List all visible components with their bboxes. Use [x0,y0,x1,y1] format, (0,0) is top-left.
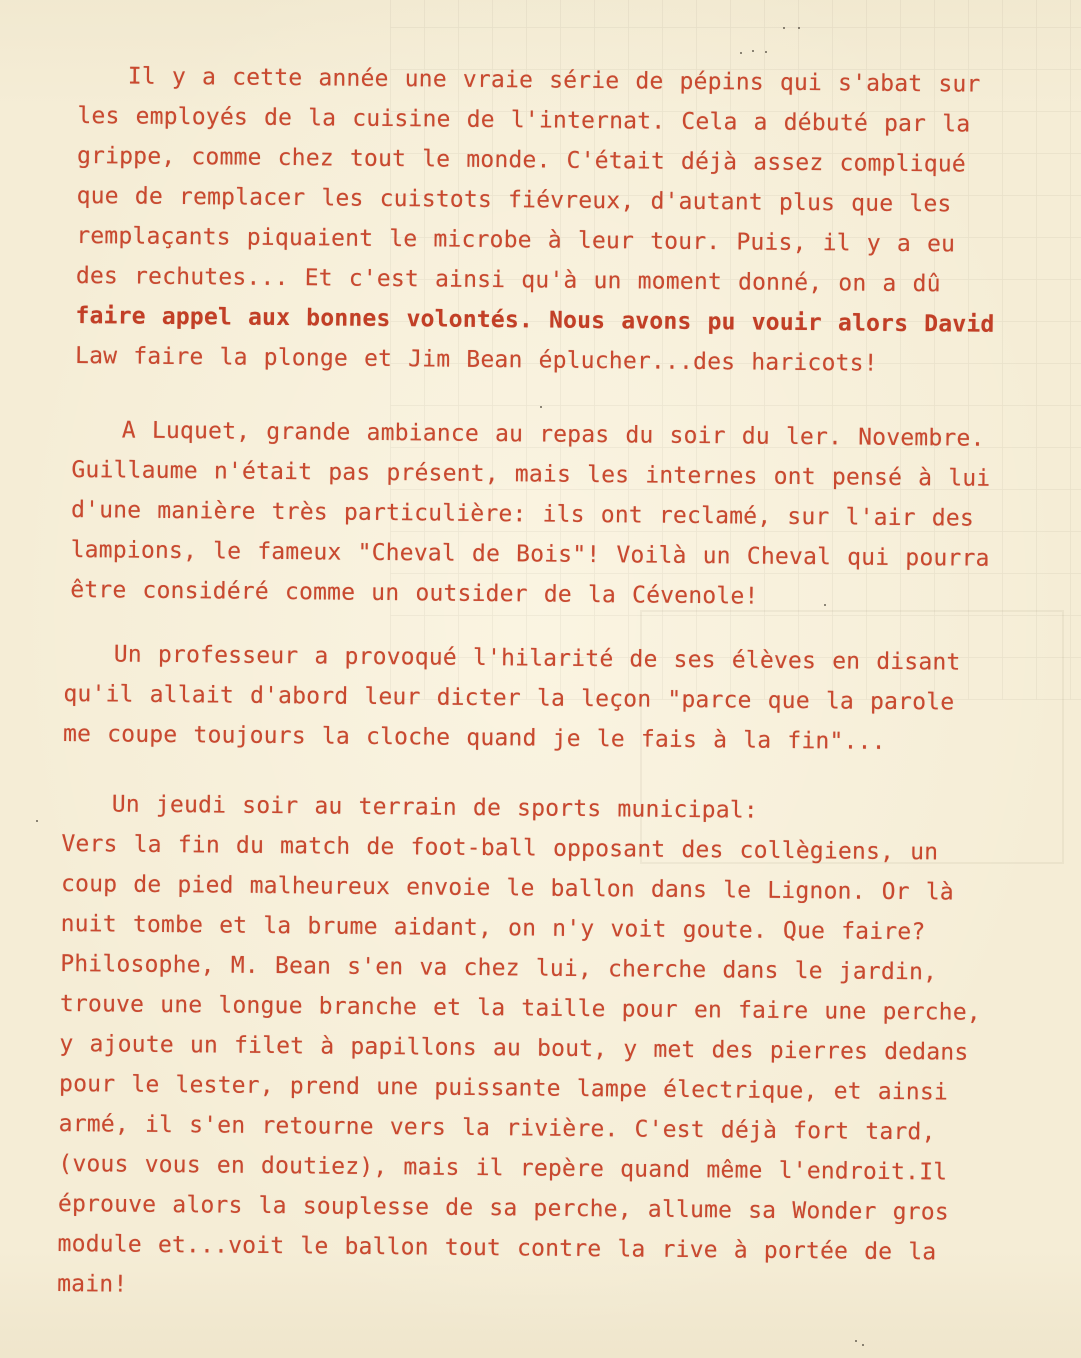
text-line: les employés de la cuisine de l'internat. Cela a débuté par la [77,102,971,138]
text-line: main! [57,1270,128,1298]
text-line: me coupe toujours la cloche quand je le fais à la fin"... [62,720,886,755]
text-line: pour le lester, prend une puissante lampe électrique, et ainsi [58,1070,949,1106]
text-line: des rechutes... Et c'est ainsi qu'à un moment donné, on a dû [75,262,941,298]
dust-speck [824,604,826,606]
dust-speck [855,1340,857,1342]
text-line: lampions, le fameux "Cheval de Bois"! Voilà un Cheval qui pourra [70,536,990,572]
text-line: remplaçants piquaient le microbe à leur tour. Puis, il y a eu [76,222,956,258]
text-line: trouve une longue branche et la taille pour en faire une perche, [59,990,982,1026]
text-line: Il y a cette année une vraie série de pépins qui s'abat sur [127,63,981,98]
dust-speck [765,51,767,53]
text-line: d'une manière très particulière: ils ont reclamé, sur l'air des [70,496,975,532]
text-line: nuit tombe et la brume aidant, on n'y voit goute. Que faire? [60,910,926,946]
text-line: (vous vous en doutiez), mais il repère quand même l'endroit.Il [58,1150,948,1186]
paragraph-2 [70,410,991,619]
text-line: coup de pied malheureux envoie le ballon dans le Lignon. Or là [60,870,955,906]
dust-speck [740,52,742,54]
dust-speck [752,50,754,52]
text-line: Philosophe, M. Bean s'en va chez lui, cherche dans le jardin, [60,950,938,986]
dust-speck [783,27,785,29]
paragraph-1 [75,56,997,385]
dust-speck [862,1344,864,1346]
dust-speck [798,27,800,29]
dust-speck [36,820,38,822]
text-line: Guillaume n'était pas présent, mais les internes ont pensé à lui [71,456,991,492]
text-line: y ajoute un filet à papillons au bout, y met des pierres dedans [59,1030,969,1066]
text-line: être considéré comme un outsider de la Cévenole! [70,576,759,610]
text-line: module et...voit le ballon tout contre la rive à portée de la [57,1230,937,1266]
text-line: que de remplacer les cuistots fiévreux, d'autant plus que les [76,182,952,218]
text-line: A Luquet, grande ambiance au repas du soir du ler. Novembre. [121,417,985,452]
text-line: Law faire la plonge et Jim Bean éplucher...des haricots! [74,342,878,377]
text-line: faire appel aux bonnes volontés. Nous avons pu vouir alors David [75,302,995,338]
text-line: Vers la fin du match de foot-ball opposant des collègiens, un [61,830,939,866]
text-line: Un jeudi soir au terrain de sports municipal: [111,791,759,824]
text-line: grippe, comme chez tout le monde. C'était déjà assez compliqué [76,142,967,178]
text-line: éprouve alors la souplesse de sa perche, allume sa Wonder gros [57,1190,949,1226]
paragraph-3 [63,634,961,763]
text-line: armé, il s'en retourne vers la rivière. C'est déjà fort tard, [58,1110,936,1146]
dust-speck [540,406,542,408]
paragraph-4 [57,784,983,1313]
text-line: Un professeur a provoqué l'hilarité de ses élèves en disant [113,641,961,676]
text-line: qu'il allait d'abord leur dicter la leçon "parce que la parole [63,680,955,716]
